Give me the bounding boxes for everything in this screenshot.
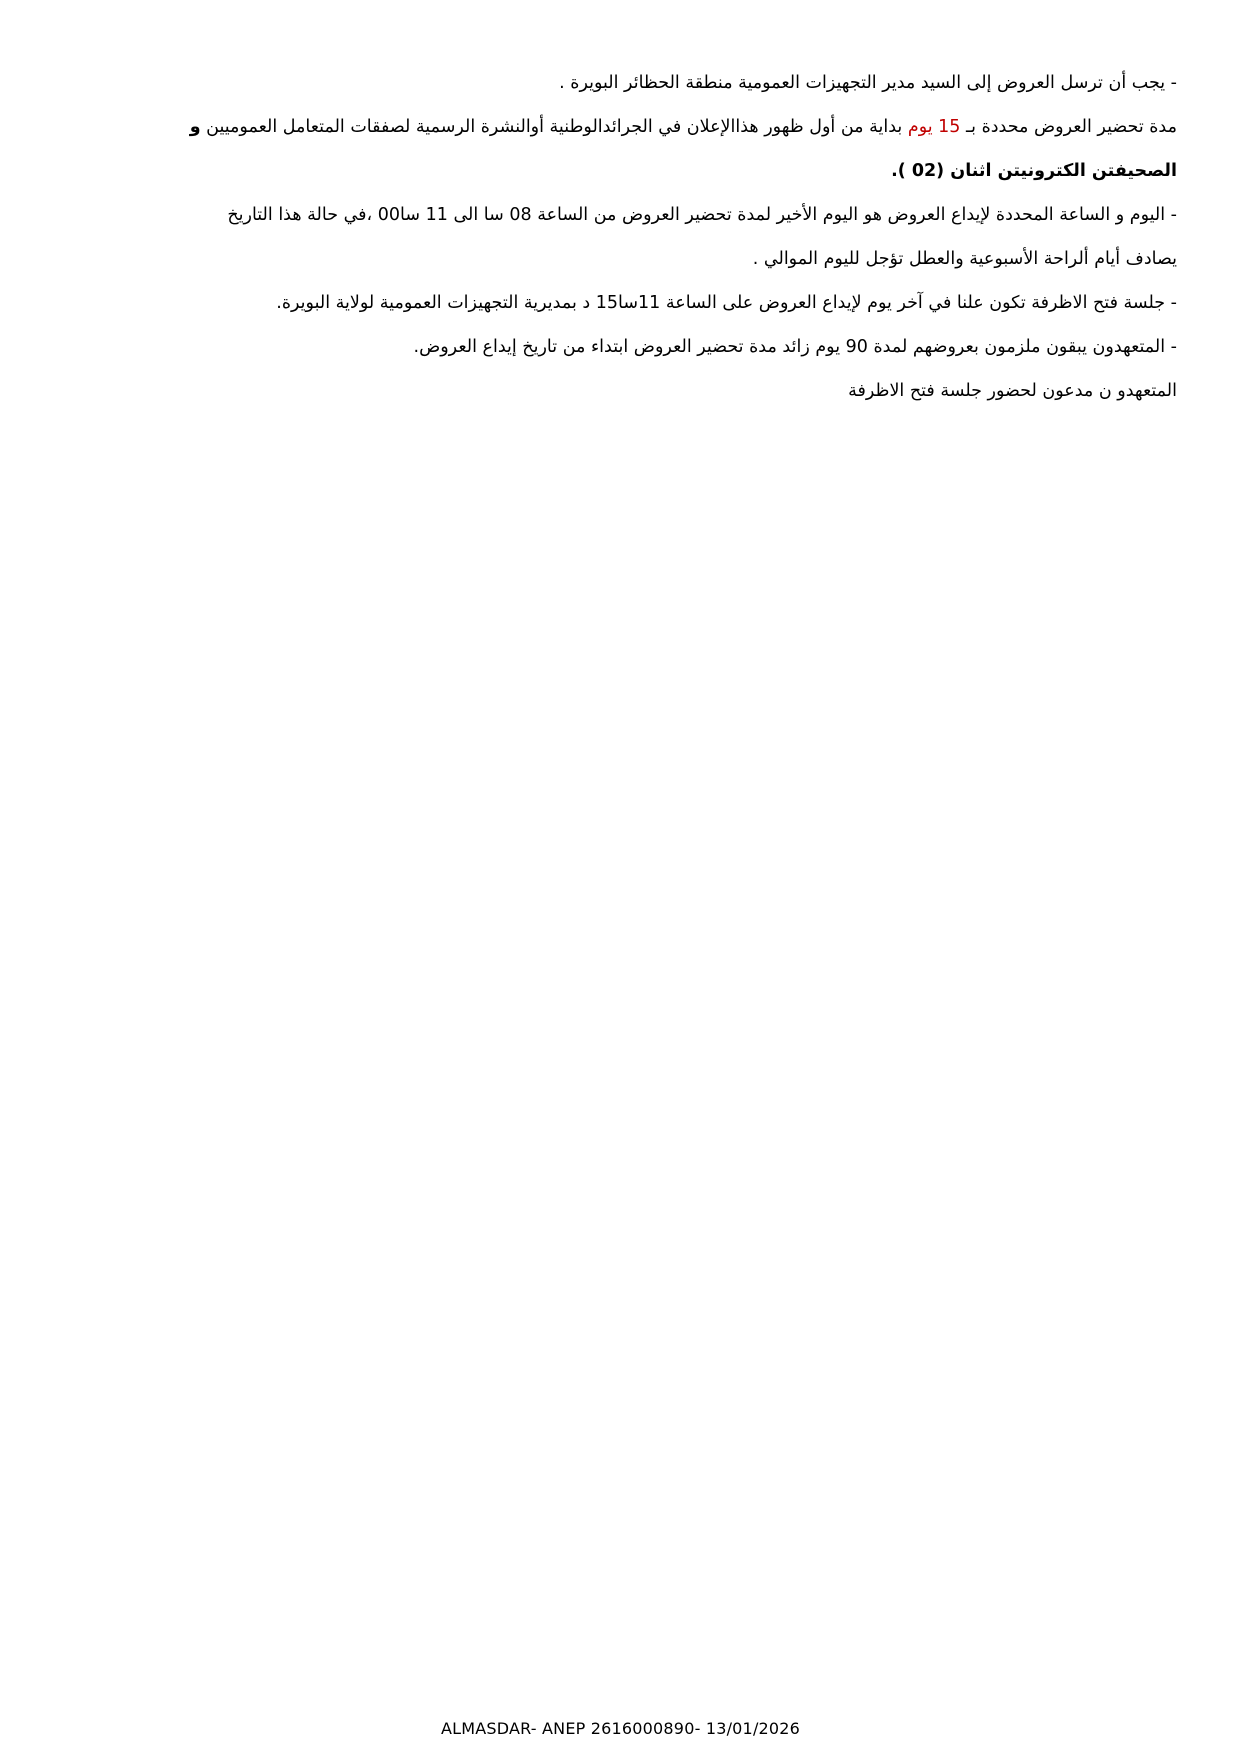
paragraph-opening-session: - جلسة فتح الاظرفة تكون علنا في آخر يوم لإيداع العروض على الساعة 11سا15 د بمديرية التجهيزات العمومية لولاية البويرة. xyxy=(276,293,1177,313)
paragraph-submission-address: - يجب أن ترسل العروض إلى السيد مدير التجهيزات العمومية منطقة الحظائر البويرة . xyxy=(559,73,1177,93)
document-body xyxy=(86,72,1177,424)
deposit-deadline-line2: يصادف أيام ألراحة الأسبوعية والعطل تؤجل لليوم الموالي . xyxy=(752,249,1177,269)
page-footer: ALMASDAR- ANEP 2616000890- 13/01/2026 xyxy=(440,1719,801,1738)
deposit-deadline-line1: - اليوم و الساعة المحددة لإيداع العروض هو اليوم الأخير لمدة تحضير العروض من الساعة 08 سا الى 11 سا00 ،في حالة هذا التاريخ xyxy=(227,205,1177,225)
paragraph-invitation: المتعهدو ن مدعون لحضور جلسة فتح الاظرفة xyxy=(848,381,1177,401)
preparation-period-text-start: مدة تحضير العروض محددة بـ xyxy=(960,117,1177,137)
preparation-period-days: 15 يوم xyxy=(907,117,961,137)
preparation-period-line1 xyxy=(86,116,1177,139)
preparation-period-text-end: بداية من أول ظهور هذاالإعلان في الجرائدالوطنية أوالنشرة الرسمية لصفقات المتعامل العموميين xyxy=(200,117,908,137)
paragraph-preparation-period xyxy=(86,116,1177,183)
paragraph-validity-period: - المتعهدون يبقون ملزمون بعروضهم لمدة 90 يوم زائد مدة تحضير العروض ابتداء من تاريخ إيداع العروض. xyxy=(413,337,1177,357)
paragraph-deposit-deadline xyxy=(86,204,1177,271)
electronic-newspapers-line: الصحيفتن الكترونيتن اثنان (02 ). xyxy=(891,161,1177,181)
preparation-period-conjunction: و xyxy=(189,117,201,137)
